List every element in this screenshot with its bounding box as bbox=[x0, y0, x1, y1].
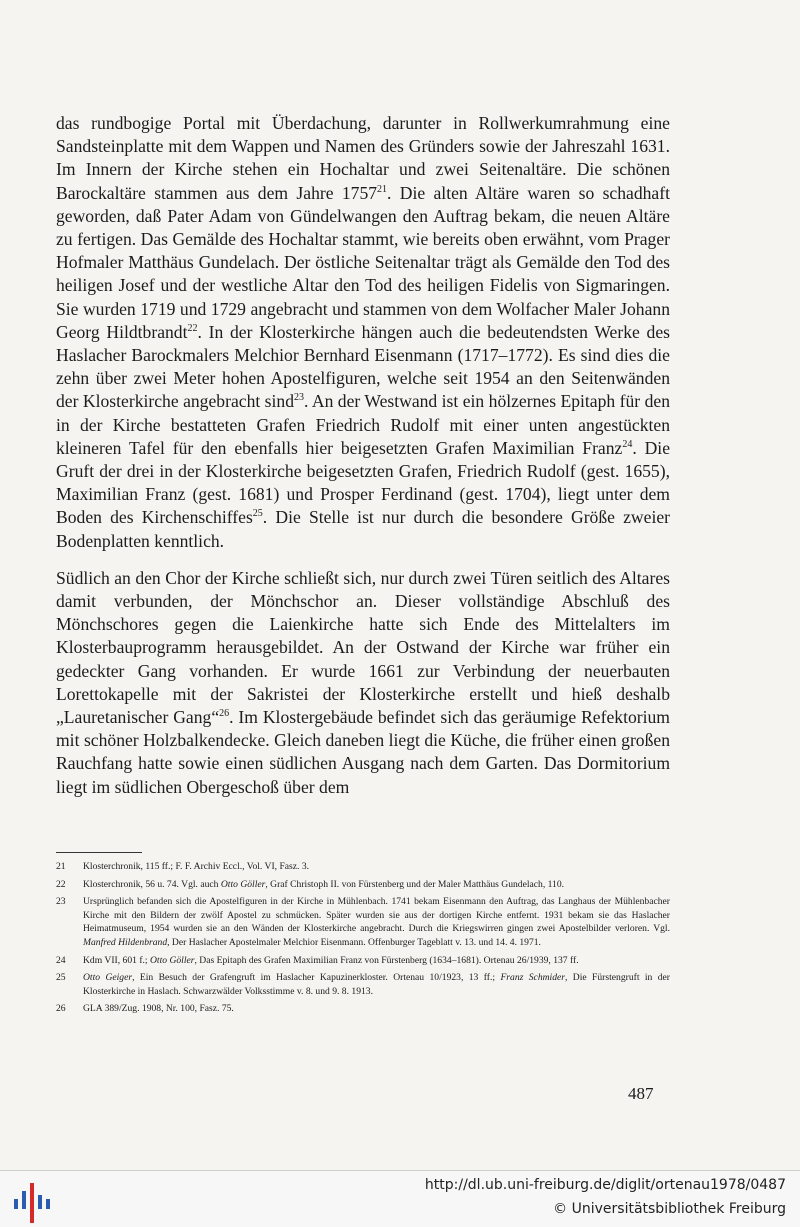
cited-author: Otto Geiger bbox=[83, 972, 133, 984]
footnote-number: 21 bbox=[56, 861, 66, 872]
text-run: , Graf Christoph II. von Fürstenberg und der Maler Matthäus Gundelach, 110. bbox=[265, 878, 565, 890]
text-run: . Die Gruft der drei in der Klosterkirche beigesetzten Grafen, Friedrich Rudolf (gest. 1655), Maximilian Franz (gest. 1681) und Prosper Ferdinand (gest. 1704), liegt unter dem Boden des Kirchenschiffes bbox=[56, 437, 671, 528]
footnote-marker: 26 bbox=[219, 708, 230, 720]
page-number: 487 bbox=[628, 1084, 654, 1103]
footnote-text bbox=[83, 895, 670, 949]
cited-author: Franz Schmider bbox=[500, 972, 565, 984]
text-run: Klosterchronik, 115 ff.; F. F. Archiv Eccl., Vol. VI, Fasz. 3. bbox=[83, 861, 310, 872]
footnote-marker: 24 bbox=[622, 438, 633, 450]
footnote-marker: 25 bbox=[252, 508, 263, 520]
footnote-text bbox=[83, 878, 670, 892]
text-run: Südlich an den Chor der Kirche schließt sich, nur durch zwei Türen seitlich des Altares damit verbunden, der Mönchschor an. Dieser vollständige Abschluß des Mönchschores gegen die Laienkirche hatte sich Ende des Mittelalters im Klosterbauprogramm herausgebildet. An der Ostwand der Kirche war früher ein gedeckter Gang vorhanden. Er wurde 1661 zur Verbindung der neuerbauten Lorettokapelle mit der Sakristei der Klosterkirche erstellt und hieß deshalb „Lauretanischer Gang“ bbox=[56, 567, 670, 728]
footnote-number: 26 bbox=[56, 1003, 66, 1015]
cited-author: Otto Göller bbox=[220, 878, 266, 890]
text-run: . Die alten Altäre waren so schadhaft geworden, daß Pater Adam von Gündelwangen den Auftrag bekam, die neuen Altäre zu fertigen. Das Gemälde des Hochaltar stammt, wie bereits oben erwähnt, vom Prager Hofmaler Matthäus Gundelach. Der östliche Seitenaltar trägt als Gemälde den Tod des heiligen Josef und der westliche Altar den Tod des heiligen Fidelis von Sigmaringen. Sie wurden 1719 und 1729 angebracht und stammen von dem Wolfacher Maler Johann Georg Hildtbrandt bbox=[56, 182, 670, 342]
footnote bbox=[56, 954, 670, 968]
text-run: , Der Haslacher Apostelmaler Melchior Eisenmann. Offenburger Tageblatt v. 13. und 14. 4. 1971. bbox=[167, 936, 541, 948]
footnote bbox=[56, 878, 670, 892]
footnote-text bbox=[83, 954, 670, 968]
footnote-number: 24 bbox=[56, 954, 66, 966]
footnote-text bbox=[83, 971, 670, 998]
text-run: , Die Fürstengruft in der Klosterkirche in Haslach. Schwarzwälder Volksstimme v. 8. und 9. 8. 1913. bbox=[83, 972, 670, 997]
text-run: Kdm VII, 601 f.; bbox=[83, 954, 150, 966]
permalink-url[interactable]: http://dl.ub.uni-freiburg.de/diglit/ortenau1978/0487 bbox=[424, 1177, 786, 1193]
footnote bbox=[56, 860, 670, 874]
footnote-number: 22 bbox=[56, 878, 66, 890]
footnote-text bbox=[83, 1002, 670, 1016]
footnote bbox=[56, 895, 670, 949]
viewer-footer bbox=[0, 1170, 800, 1227]
copyright-notice: © Universitätsbibliothek Freiburg bbox=[553, 1201, 786, 1217]
cited-author: Manfred Hildenbrand bbox=[83, 936, 168, 948]
footnote-separator bbox=[56, 852, 142, 853]
text-run: . In der Klosterkirche hängen auch die bedeutendsten Werke des Haslacher Barockmalers Melchior Bernhard Eisenmann (1717–1772). Es sind dies die zehn über zwei Meter hohen Apostelfiguren, welche seit 1954 an den Seitenwänden der Klosterkirche angebracht sind bbox=[56, 321, 670, 412]
footnote-marker: 22 bbox=[187, 322, 198, 334]
body-text bbox=[56, 112, 670, 799]
ub-freiburg-logo-icon bbox=[12, 1181, 52, 1225]
footnote-text bbox=[83, 860, 670, 874]
text-run: , Ein Besuch der Grafengruft im Haslacher Kapuzinerkloster. Ortenau 10/1923, 13 ff.; bbox=[132, 972, 501, 984]
footnote bbox=[56, 1002, 670, 1016]
cited-author: Otto Göller bbox=[149, 954, 195, 966]
paragraph bbox=[56, 567, 670, 799]
text-run: . Die Stelle ist nur durch die besondere Größe zweier Bodenplatten kenntlich. bbox=[56, 507, 671, 551]
text-run: das rundbogige Portal mit Überdachung, darunter in Rollwerkumrahmung eine Sandsteinplatte mit dem Wappen und Namen des Gründers sowie der Jahreszahl 1631. Im Innern der Kirche stehen ein Hochaltar und zwei Seitenaltäre. Die schönen Barockaltäre stammen aus dem Jahre 1757 bbox=[56, 113, 670, 203]
footnote bbox=[56, 971, 670, 998]
footnote-number: 25 bbox=[56, 972, 66, 984]
footnote-number: 23 bbox=[56, 896, 66, 908]
footnote-marker: 23 bbox=[294, 392, 305, 404]
footnotes bbox=[56, 860, 670, 1020]
text-run: . Im Klostergebäude befindet sich das geräumige Refektorium mit schöner Holzbalkendecke. Gleich daneben liegt die Küche, die früher einen großen Rauchfang hatte sowie einen südlichen Ausgang nach dem Garten. Das Dormitorium liegt im südlichen Obergeschoß über dem bbox=[56, 707, 670, 797]
text-run: Klosterchronik, 56 u. 74. Vgl. auch bbox=[83, 878, 221, 890]
paragraph bbox=[56, 112, 670, 553]
text-run: , Das Epitaph des Grafen Maximilian Franz von Fürstenberg (1634–1681). Ortenau 26/1939, 137 ff. bbox=[194, 954, 579, 966]
text-run: Ursprünglich befanden sich die Apostelfiguren in der Kirche in Mühlenbach. 1741 bekam Eisenmann den Auftrag, das Langhaus der Mühlenbacher Kirche mit den Bildern der zwölf Apostel zu schmücken. Später wurden sie aus der dortigen Kirche entfernt. 1931 bekam sie das Haslacher Heimatmuseum, 1954 wurden sie an den Wänden der Klosterkirche angebracht. Durch die Kriegswirren gingen zwei Apostelbilder verloren. Vgl. bbox=[83, 896, 670, 935]
text-run: . An der Westwand ist ein hölzernes Epitaph für den in der Kirche bestatteten Grafen Friedrich Rudolf mit einer unten angestückten kleineren Tafel für den ebenfalls hier beigesetzten Grafen Maximilian Franz bbox=[56, 391, 670, 458]
footnote-marker: 21 bbox=[377, 183, 388, 195]
text-run: GLA 389/Zug. 1908, Nr. 100, Fasz. 75. bbox=[83, 1003, 234, 1015]
